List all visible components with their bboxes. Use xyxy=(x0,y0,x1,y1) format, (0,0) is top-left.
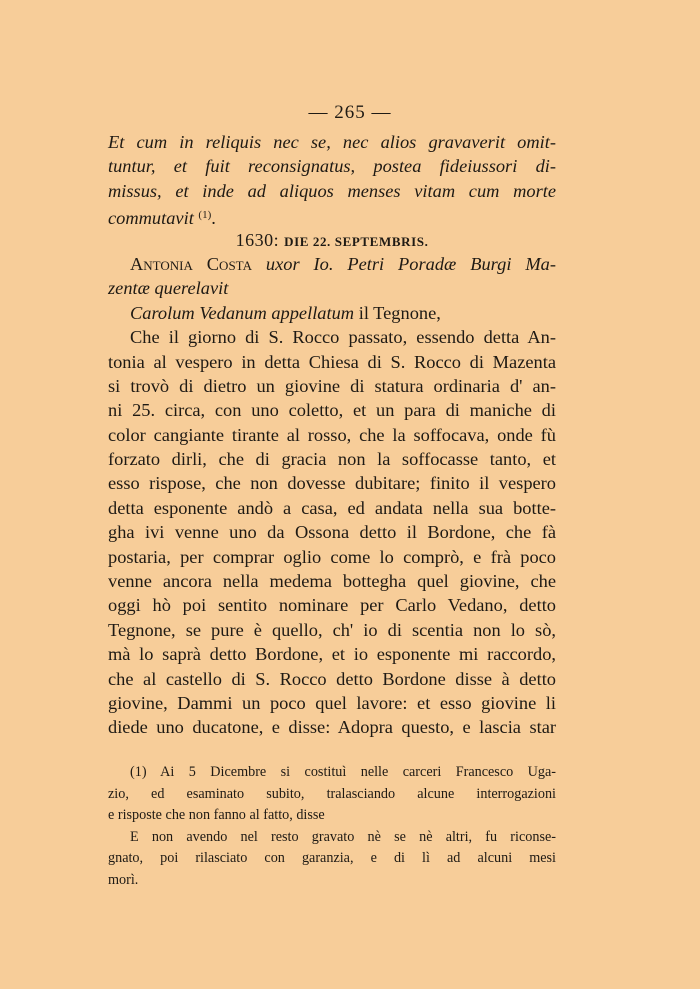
footnote-line: (1) Ai 5 Dicembre si costituì nelle carceri Francesco Uga- xyxy=(130,764,556,780)
text-line xyxy=(108,203,556,227)
page-number: — 265 — xyxy=(308,102,392,123)
person-name: Antonia Costa xyxy=(130,253,252,274)
footnote-line: zio, ed esaminato subito, tralasciando alcune interrogazioni xyxy=(108,785,556,802)
text-line: ni 25. circa, con uno coletto, et un para di maniche di xyxy=(108,400,556,421)
text-line: che al castello di S. Rocco detto Bordone disse à detto xyxy=(108,668,556,689)
text-fragment: . xyxy=(211,208,216,229)
text-line: forzato dirli, che di gracia non la soffocasse tanto, et xyxy=(108,449,556,470)
text-line: postaria, per comprar oglio come lo comprò, e frà poco xyxy=(108,546,556,567)
text-fragment: commutavit xyxy=(108,208,194,229)
text-line: detta esponente andò a casa, ed andata nella sua botte- xyxy=(108,497,556,518)
footnote-line: e risposte che non fanno al fatto, disse xyxy=(108,807,325,823)
text-fragment: Carolum Vedanum appellatum xyxy=(130,302,355,323)
text-line: Tegnone, se pure è quello, ch' io di scentia non lo sò, xyxy=(108,619,556,640)
footnote-line: morì. xyxy=(108,871,139,888)
text-line: zentæ querelavit xyxy=(108,278,229,299)
text-line: color cangiante tirante al rosso, che la soffocava, onde fù xyxy=(108,424,556,445)
text-line: gha ivi venne uno da Ossona detto il Bordone, che fà xyxy=(108,522,556,543)
text-line: diede uno ducatone, e disse: Adopra questo, e lascia star xyxy=(108,717,556,738)
text-line: oggi hò poi sentito nominare per Carlo Vedano, detto xyxy=(108,595,556,616)
text-line: Che il giorno di S. Rocco passato, essendo detta An- xyxy=(130,327,556,348)
text-line: missus, et inde ad aliquos menses vitam cum morte xyxy=(108,180,556,201)
date-heading xyxy=(108,228,556,252)
text-line xyxy=(108,301,556,325)
heading-day: DIE 22. SEPTEMBRIS. xyxy=(284,233,429,249)
text-fragment: il Tegnone, xyxy=(358,302,441,323)
text-line xyxy=(108,252,556,276)
footnotes xyxy=(108,762,556,891)
footnote-line: E non avendo nel resto gravato nè se nè altri, fu riconse- xyxy=(130,828,556,845)
text-line: mà lo saprà detto Bordone, et io esponente mi raccordo, xyxy=(108,644,556,665)
main-text xyxy=(108,130,556,740)
text-line: Et cum in reliquis nec se, nec alios gravaverit omit- xyxy=(108,132,556,152)
text-line: giovine, Dammi un poco quel lavore: et esso giovine li xyxy=(108,692,556,713)
heading-year: 1630: xyxy=(235,229,280,250)
text-line: tonia al vespero in detta Chiesa di S. Rocco di Mazenta xyxy=(108,351,556,372)
text-line: venne ancora nella medema bottegha quel giovine, che xyxy=(108,571,556,592)
text-line: tuntur, et fuit reconsignatus, postea fideiussori di- xyxy=(108,156,556,177)
text-fragment: uxor Io. Petri Poradæ Burgi Ma- xyxy=(265,253,556,274)
footnote-line: gnato, poi rilasciato con garanzia, e di lì ad alcuni mesi xyxy=(108,850,556,866)
text-line: esso rispose, che non dovesse dubitare; finito il vespero xyxy=(108,473,556,494)
text-line: si trovò di dietro un giovine di statura ordinaria d' an- xyxy=(108,375,556,396)
footnote-reference: (1) xyxy=(198,209,212,222)
